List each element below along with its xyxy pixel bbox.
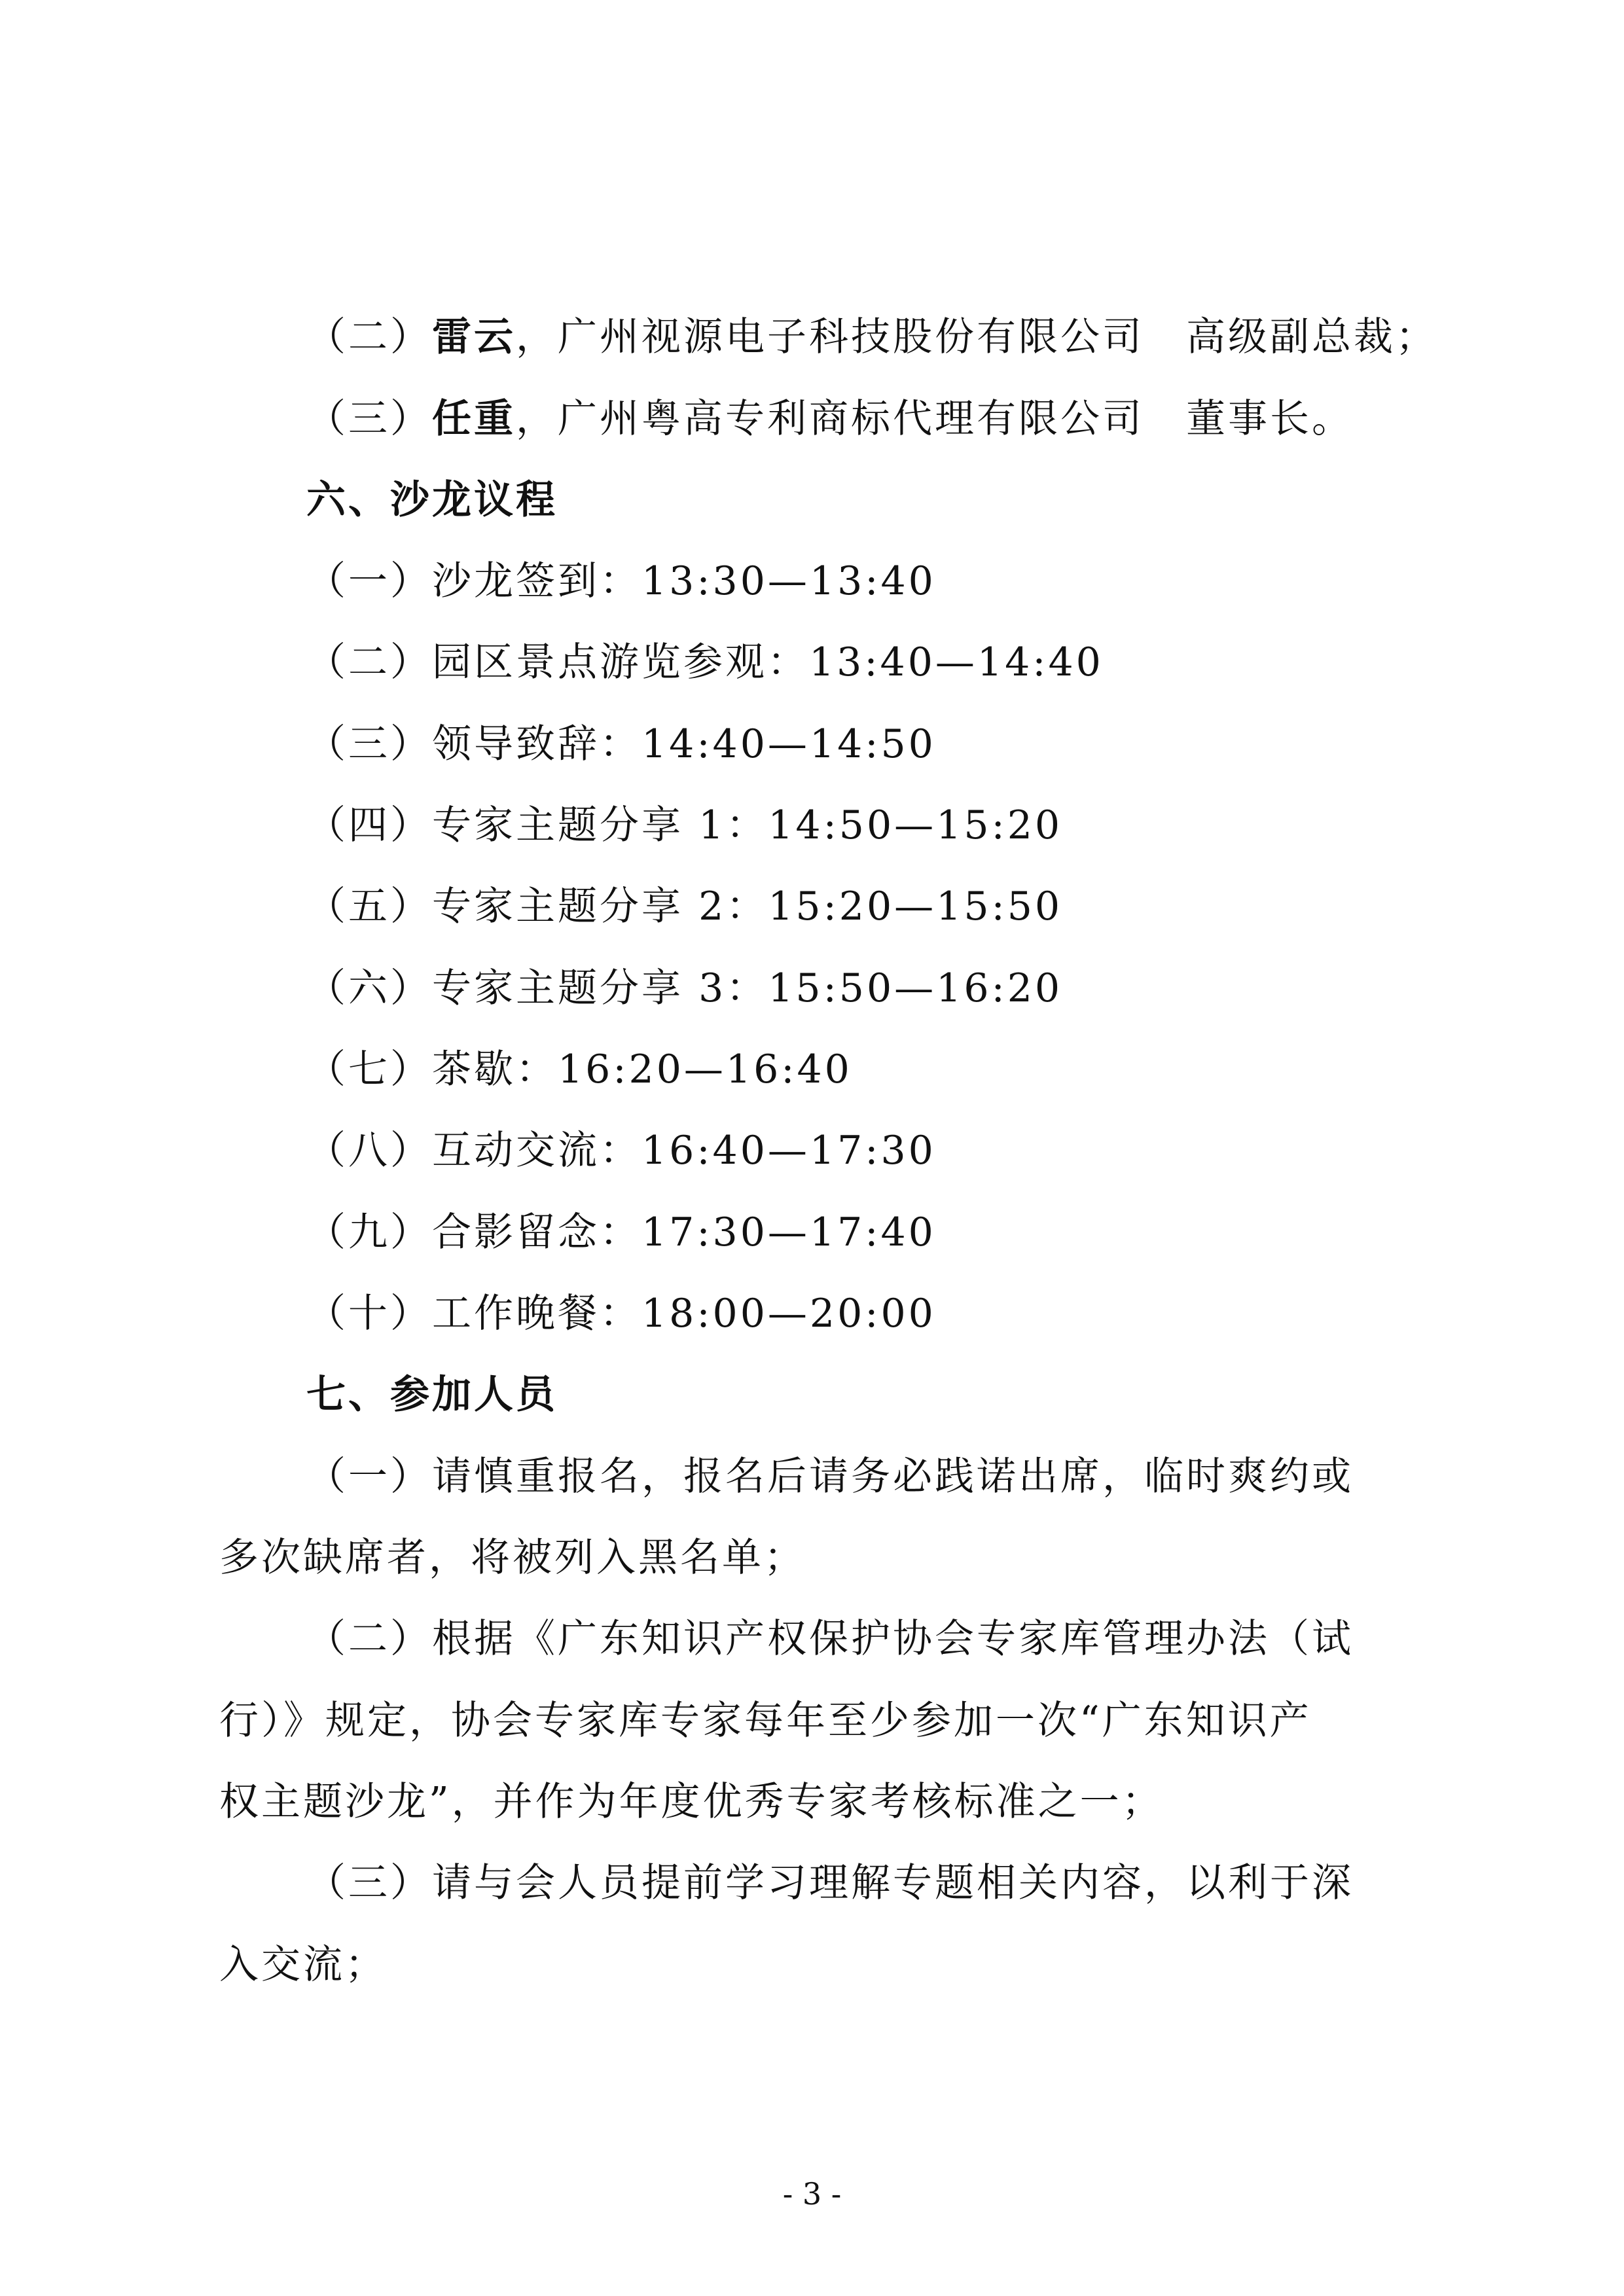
participant-note-2-line-3: 权主题沙龙”，并作为年度优秀专家考核标准之一； bbox=[219, 1779, 1164, 1825]
expert-separator: ， bbox=[516, 396, 558, 442]
section-heading-participants: 七、参加人员 bbox=[306, 1372, 558, 1418]
expert-name: 雷云 bbox=[432, 314, 516, 360]
agenda-item: （五）专家主题分享 2：15:20—15:50 bbox=[306, 884, 1063, 929]
expert-title: 高级副总裁； bbox=[1186, 314, 1437, 360]
agenda-item: （一）沙龙签到：13:30—13:40 bbox=[306, 558, 936, 604]
expert-line-2 bbox=[306, 311, 1437, 363]
participant-note-3-line-2: 入交流； bbox=[219, 1942, 387, 1988]
participant-note-1-line-2: 多次缺席者，将被列入黑名单； bbox=[219, 1535, 806, 1581]
agenda-item: （二）园区景点游览参观：13:40—14:40 bbox=[306, 639, 1104, 685]
participant-note-2-line-1: （二）根据《广东知识产权保护协会专家库管理办法（试 bbox=[306, 1616, 1354, 1662]
expert-organization: 广州视源电子科技股份有限公司 bbox=[558, 314, 1144, 360]
participant-note-1-line-1: （一）请慎重报名，报名后请务必践诺出席，临时爽约或 bbox=[306, 1454, 1354, 1499]
expert-line-3 bbox=[306, 393, 1354, 445]
agenda-item: （八）互动交流：16:40—17:30 bbox=[306, 1128, 936, 1174]
agenda-item: （三）领导致辞：14:40—14:50 bbox=[306, 721, 936, 767]
expert-name: 任重 bbox=[432, 396, 516, 442]
agenda-item: （七）茶歇：16:20—16:40 bbox=[306, 1047, 852, 1092]
expert-prefix: （二） bbox=[306, 314, 432, 360]
agenda-item: （九）合影留念：17:30—17:40 bbox=[306, 1210, 936, 1255]
section-heading-agenda: 六、沙龙议程 bbox=[306, 477, 558, 523]
expert-prefix: （三） bbox=[306, 396, 432, 442]
participant-note-3-line-1: （三）请与会人员提前学习理解专题相关内容，以利于深 bbox=[306, 1860, 1354, 1906]
agenda-item: （十）工作晚餐：18:00—20:00 bbox=[306, 1291, 936, 1336]
expert-organization: 广州粤高专利商标代理有限公司 bbox=[558, 396, 1144, 442]
agenda-item: （四）专家主题分享 1：14:50—15:20 bbox=[306, 802, 1063, 848]
agenda-item: （六）专家主题分享 3：15:50—16:20 bbox=[306, 965, 1063, 1011]
participant-note-2-line-2: 行）》规定，协会专家库专家每年至少参加一次“广东知识产 bbox=[219, 1698, 1312, 1744]
page-number: - 3 - bbox=[782, 2176, 842, 2212]
expert-title: 董事长。 bbox=[1186, 396, 1354, 442]
expert-separator: ， bbox=[516, 314, 558, 360]
